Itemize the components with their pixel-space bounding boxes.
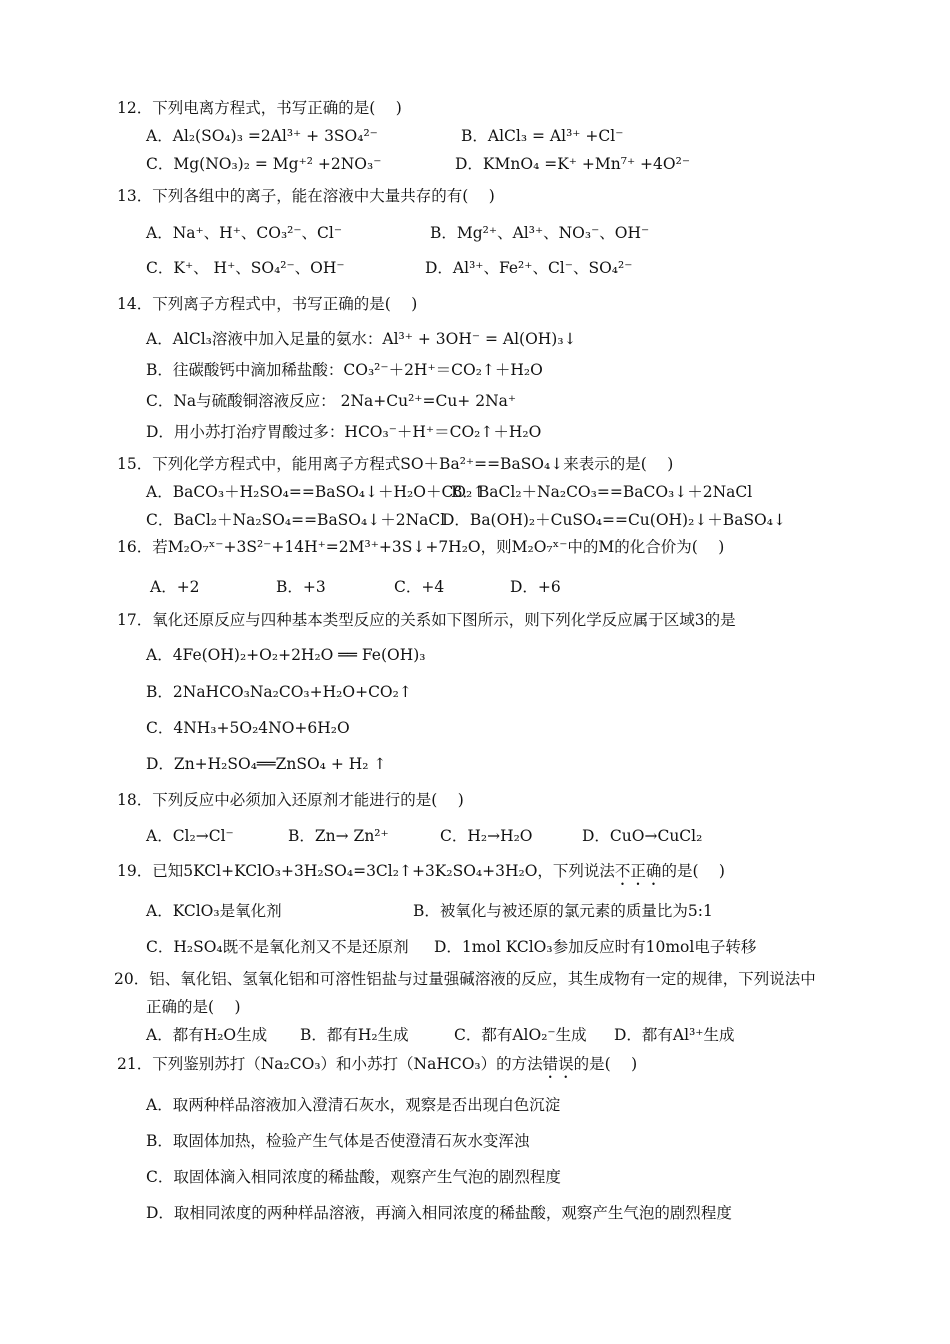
option-a: A．Al₂(SO₄)₃ =2Al³⁺ + 3SO₄²⁻ <box>146 127 378 145</box>
option-d: D．Zn+H₂SO₄══ZnSO₄ + H₂ ↑ <box>146 755 387 773</box>
question-text-end: 的是( ) <box>661 862 725 880</box>
option-d: D．用小苏打治疗胃酸过多：HCO₃⁻＋H⁺＝CO₂↑＋H₂O <box>146 423 542 441</box>
question-13-stem <box>117 186 495 206</box>
option-a: A．Na⁺、H⁺、CO₃²⁻、Cl⁻ <box>146 224 343 242</box>
question-text: 若M₂O₇ˣ⁻+3S²⁻+14H⁺=2M³⁺+3S↓+7H₂O，则M₂O₇ˣ⁻中的M的化合价为( ) <box>152 538 725 556</box>
option-c: C．K⁺、 H⁺、SO₄²⁻、OH⁻ <box>146 259 345 277</box>
option-b: B．Zn→ Zn²⁺ <box>288 827 389 845</box>
question-text: 下列离子方程式中，书写正确的是( ) <box>152 295 418 313</box>
question-number: 16． <box>117 538 153 556</box>
option-d: D．1mol KClO₃参加反应时有10mol电子转移 <box>434 938 757 956</box>
option-d: D．KMnO₄ =K⁺ +Mn⁷⁺ +4O²⁻ <box>455 155 690 173</box>
option-c: C．Mg(NO₃)₂ = Mg⁺² +2NO₃⁻ <box>146 155 382 173</box>
question-number: 14． <box>117 295 153 313</box>
question-14-stem <box>117 294 417 314</box>
question-text: 下列反应中必须加入还原剂才能进行的是( ) <box>152 791 464 809</box>
question-number: 20． <box>114 970 150 988</box>
question-text: 铝、氧化铝、氢氧化铝和可溶性铝盐与过量强碱溶液的反应，其生成物有一定的规律，下列说法中 <box>149 970 816 988</box>
question-21-stem <box>117 1054 637 1082</box>
option-b: B．AlCl₃ = Al³⁺ +Cl⁻ <box>461 127 624 145</box>
option-b: B．2NaHCO₃Na₂CO₃+H₂O+CO₂↑ <box>146 683 412 701</box>
option-c: C．H₂SO₄既不是氧化剂又不是还原剂 <box>146 938 409 956</box>
option-a: A．AlCl₃溶液中加入足量的氨水：Al³⁺ + 3OH⁻ = Al(OH)₃↓ <box>146 330 577 348</box>
emphasized-word: 不正确 <box>614 862 662 880</box>
option-a: A．BaCO₃＋H₂SO₄==BaSO₄↓＋H₂O＋CO₂↑ <box>146 483 486 501</box>
question-text: 已知5KCl+KClO₃+3H₂SO₄=3Cl₂↑+3K₂SO₄+3H₂O，下列说法 <box>152 862 615 880</box>
question-16-stem <box>117 537 724 557</box>
question-text: 下列化学方程式中，能用离子方程式SO＋Ba²⁺==BaSO₄↓来表示的是( ) <box>152 455 674 473</box>
option-b: B．+3 <box>276 578 326 596</box>
option-a: A．4Fe(OH)₂+O₂+2H₂O ══ Fe(OH)₃ <box>146 646 426 664</box>
option-c: C．Na与硫酸铜溶液反应： 2Na+Cu²⁺=Cu+ 2Na⁺ <box>146 392 517 410</box>
question-12-stem <box>117 98 402 118</box>
option-b: B．都有H₂生成 <box>300 1026 409 1044</box>
question-text: 下列电离方程式，书写正确的是( ) <box>152 99 402 117</box>
option-a: A．取两种样品溶液加入澄清石灰水，观察是否出现白色沉淀 <box>146 1096 561 1114</box>
option-c: C．取固体滴入相同浓度的稀盐酸，观察产生气泡的剧烈程度 <box>146 1168 561 1186</box>
option-c: C．4NH₃+5O₂4NO+6H₂O <box>146 719 350 737</box>
option-b: B．BaCl₂＋Na₂CO₃==BaCO₃↓＋2NaCl <box>451 483 753 501</box>
option-c: C．+4 <box>394 578 445 596</box>
option-c: C．都有AlO₂⁻生成 <box>454 1026 587 1044</box>
option-b: B．被氧化与被还原的氯元素的质量比为5:1 <box>413 902 713 920</box>
option-a: A．都有H₂O生成 <box>146 1026 268 1044</box>
emphasized-word: 错误 <box>542 1055 574 1073</box>
option-b: B．取固体加热，检验产生气体是否使澄清石灰水变浑浊 <box>146 1132 530 1150</box>
question-text: 氧化还原反应与四种基本类型反应的关系如下图所示，则下列化学反应属于区域3的是 <box>152 611 736 629</box>
option-b: B．往碳酸钙中滴加稀盐酸：CO₃²⁻＋2H⁺＝CO₂↑＋H₂O <box>146 361 543 379</box>
option-a: A．KClO₃是氧化剂 <box>146 902 282 920</box>
option-a: A．+2 <box>150 578 200 596</box>
question-number: 21． <box>117 1055 153 1073</box>
question-18-stem <box>117 790 464 810</box>
question-number: 19． <box>117 862 153 880</box>
option-d: D．Al³⁺、Fe²⁺、Cl⁻、SO₄²⁻ <box>425 259 633 277</box>
option-d: D．都有Al³⁺生成 <box>614 1026 735 1044</box>
question-text: 下列鉴别苏打（Na₂CO₃）和小苏打（NaHCO₃）的方法 <box>152 1055 543 1073</box>
question-number: 17． <box>117 611 153 629</box>
option-c: C．BaCl₂＋Na₂SO₄==BaSO₄↓＋2NaCl <box>146 511 446 529</box>
option-d: D．Ba(OH)₂＋CuSO₄==Cu(OH)₂↓＋BaSO₄↓ <box>442 511 786 529</box>
option-c: C．H₂→H₂O <box>440 827 533 845</box>
option-d: D．+6 <box>510 578 561 596</box>
question-15-stem <box>117 454 673 474</box>
option-b: B．Mg²⁺、Al³⁺、NO₃⁻、OH⁻ <box>430 224 650 242</box>
option-d: D．CuO→CuCl₂ <box>582 827 703 845</box>
question-number: 12． <box>117 99 153 117</box>
question-number: 15． <box>117 455 153 473</box>
option-d: D．取相同浓度的两种样品溶液，再滴入相同浓度的稀盐酸，观察产生气泡的剧烈程度 <box>146 1204 732 1222</box>
question-text: 下列各组中的离子，能在溶液中大量共存的有( ) <box>152 187 495 205</box>
question-17-stem <box>117 610 736 630</box>
option-a: A．Cl₂→Cl⁻ <box>146 827 234 845</box>
question-19-stem <box>117 861 725 889</box>
question-20-stem-continued: 正确的是( ) <box>146 998 241 1016</box>
question-number: 13． <box>117 187 153 205</box>
question-number: 18． <box>117 791 153 809</box>
question-text-end: 的是( ) <box>573 1055 638 1073</box>
question-20-stem <box>114 969 816 989</box>
